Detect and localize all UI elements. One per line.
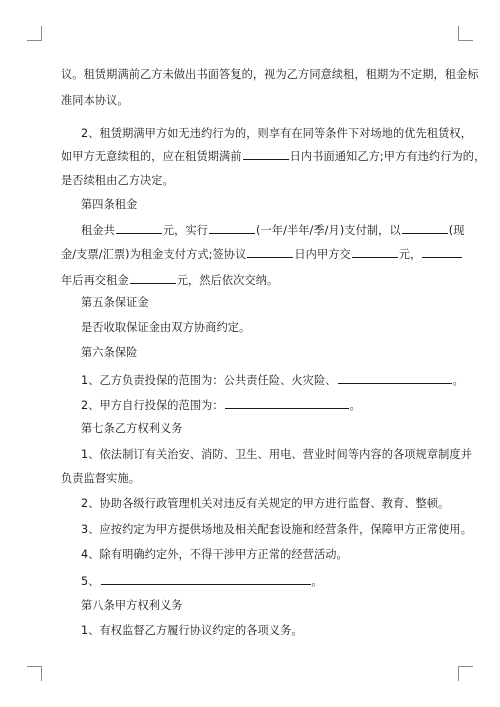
text-segment: 日内书面通知乙方;甲方有违约行为的， <box>289 150 486 163</box>
fill-in-blank[interactable] <box>225 397 349 409</box>
fill-in-blank[interactable] <box>101 573 311 585</box>
corner-mark-bottom-left <box>27 666 42 681</box>
corner-mark-top-right <box>458 26 473 41</box>
text-segment: 。 <box>311 575 323 588</box>
text-line-with-blank <box>61 148 485 164</box>
fill-in-blank[interactable] <box>243 148 289 160</box>
text-line-with-blank <box>61 246 463 262</box>
text-segment: (现 <box>448 224 465 237</box>
fill-in-blank[interactable] <box>422 246 462 258</box>
section-heading: 第七条乙方权利义务 <box>81 422 183 435</box>
text-line: 是否续租由乙方决定。 <box>61 174 174 187</box>
text-segment: 5、 <box>81 575 100 588</box>
text-line-with-blank <box>81 573 323 589</box>
text-segment: 租金共 <box>81 224 115 237</box>
text-segment: 元，然后依次交纳。 <box>176 274 279 287</box>
text-line-with-blank <box>81 397 361 413</box>
section-heading: 第四条租金 <box>81 198 138 211</box>
text-segment: 。 <box>452 374 464 387</box>
text-segment: 元， <box>398 248 422 261</box>
fill-in-blank[interactable] <box>247 246 293 258</box>
section-heading: 第八条甲方权利义务 <box>81 599 183 612</box>
text-segment: 1、乙方负责投保的范围为：公共责任险、火灾险、 <box>81 374 337 387</box>
section-heading: 第六条保险 <box>81 346 138 359</box>
text-segment: 如甲方无意续租的，应在租赁期满前 <box>61 150 242 163</box>
text-line: 准同本协议。 <box>61 94 129 107</box>
section-heading: 第五条保证金 <box>81 296 149 309</box>
corner-mark-top-left <box>27 26 42 41</box>
corner-mark-bottom-right <box>458 666 473 681</box>
text-line: 2、协助各级行政管理机关对违反有关规定的甲方进行监督、教育、整顿。 <box>81 497 450 510</box>
text-segment: 元，实行 <box>162 224 209 237</box>
text-line: 议。租赁期满前乙方未做出书面答复的，视为乙方同意续租，租期为不定期，租金标 <box>61 68 479 81</box>
fill-in-blank[interactable] <box>402 222 448 234</box>
text-line-with-blank <box>61 272 278 288</box>
fill-in-blank[interactable] <box>338 372 452 384</box>
text-line: 1、依法制订有关治安、消防、卫生、用电、营业时间等内容的各项规章制度并 <box>81 448 472 461</box>
text-segment: 年后再交租金 <box>61 274 129 287</box>
text-segment: (一年/半年/季/月)支付制，以 <box>256 224 401 237</box>
text-segment: 。 <box>349 399 361 412</box>
fill-in-blank[interactable] <box>209 222 255 234</box>
fill-in-blank[interactable] <box>116 222 162 234</box>
text-line-with-blank <box>81 222 465 238</box>
text-line: 4、除有明确约定外，不得干涉甲方正常的经营活动。 <box>81 548 348 561</box>
fill-in-blank[interactable] <box>130 272 176 284</box>
text-line: 3、应按约定为甲方提供场地及相关配套设施和经营条件，保障甲方正常使用。 <box>81 523 472 536</box>
text-line: 1、有权监督乙方履行协议约定的各项义务。 <box>81 624 303 637</box>
text-segment: 金/支票/汇票)为租金支付方式;签协议 <box>61 248 247 261</box>
text-line: 负责监督实施。 <box>61 472 141 485</box>
text-segment: 2、甲方自行投保的范围为： <box>81 399 224 412</box>
text-line: 2、租赁期满甲方如无违约行为的，则享有在同等条件下对场地的优先租赁权， <box>81 127 472 140</box>
text-segment: 日内甲方交 <box>294 248 351 261</box>
fill-in-blank[interactable] <box>352 246 398 258</box>
text-line: 是否收取保证金由双方协商约定。 <box>81 321 251 334</box>
text-line-with-blank <box>81 372 464 388</box>
